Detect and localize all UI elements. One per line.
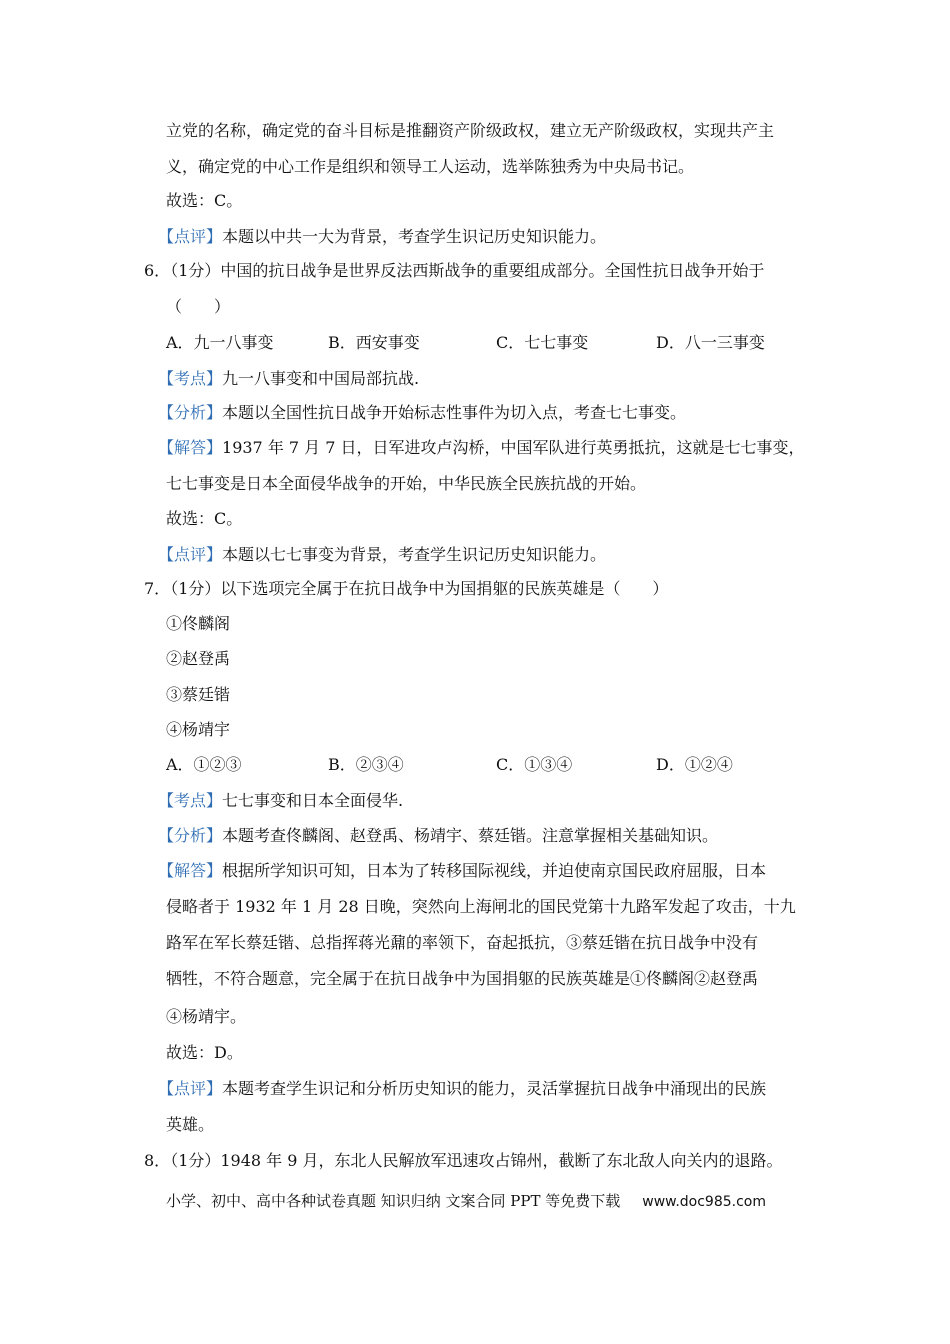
prev-comment bbox=[158, 226, 606, 248]
prev-answer-choice: 故选：C。 bbox=[166, 191, 243, 210]
question-6-solution-line-2: 七七事变是日本全面侵华战争的开始，中华民族全民族抗战的开始。 bbox=[166, 474, 647, 493]
point-text: 七七事变和日本全面侵华. bbox=[222, 791, 404, 810]
question-7-option-d: D．①②④ bbox=[656, 755, 733, 774]
question-7-comment bbox=[158, 1078, 766, 1100]
question-7-stem bbox=[144, 578, 668, 600]
question-7-solution bbox=[158, 860, 766, 882]
solution-text: 1937 年 7 月 7 日，日军进攻卢沟桥，中国军队进行英勇抵抗，这就是七七事变， bbox=[222, 438, 805, 457]
question-6-option-a: A．九一八事变 bbox=[166, 333, 274, 352]
question-8-text: （1分）1948 年 9 月，东北人民解放军迅速攻占锦州，截断了东北敌人向关内的退路。 bbox=[170, 1151, 783, 1170]
comment-text: 本题以七七事变为背景，考查学生识记历史知识能力。 bbox=[222, 545, 607, 564]
question-7-item-3: ③蔡廷锴 bbox=[166, 685, 231, 704]
question-7-solution-line-3: 路军在军长蔡廷锴、总指挥蒋光鼐的率领下，奋起抵抗，③蔡廷锴在抗日战争中没有 bbox=[166, 933, 759, 952]
question-7-comment-line-2: 英雄。 bbox=[166, 1115, 215, 1134]
question-7-text: （1分）以下选项完全属于在抗日战争中为国捐躯的民族英雄是（ ） bbox=[170, 579, 669, 598]
question-6-point bbox=[158, 368, 419, 390]
solution-text: 根据所学知识可知，日本为了转移国际视线，并迫使南京国民政府屈服，日本 bbox=[222, 861, 767, 880]
comment-tag: 【点评】 bbox=[158, 1079, 223, 1098]
comment-text: 本题以中共一大为背景，考查学生识记历史知识能力。 bbox=[222, 227, 607, 246]
question-6-answer: 故选：C。 bbox=[166, 509, 243, 528]
analysis-text: 本题考查佟麟阁、赵登禹、杨靖宇、蔡廷锴。注意掌握相关基础知识。 bbox=[222, 826, 719, 845]
question-7-item-4: ④杨靖宇 bbox=[166, 720, 231, 739]
footer-text: 小学、初中、高中各种试卷真题 知识归纳 文案合同 PPT 等免费下载 bbox=[166, 1192, 621, 1210]
question-6-option-c: C．七七事变 bbox=[496, 333, 589, 352]
question-7-option-b: B．②③④ bbox=[328, 755, 404, 774]
question-7-item-1: ①佟麟阁 bbox=[166, 614, 231, 633]
comment-text: 本题考查学生识记和分析历史知识的能力，灵活掌握抗日战争中涌现出的民族 bbox=[222, 1079, 767, 1098]
question-6-text: （1分）中国的抗日战争是世界反法西斯战争的重要组成部分。全国性抗日战争开始于 bbox=[170, 261, 765, 280]
question-7-solution-line-2: 侵略者于 1932 年 1 月 28 日晚，突然向上海闸北的国民党第十九路军发起了攻击，十九 bbox=[166, 897, 796, 916]
point-text: 九一八事变和中国局部抗战. bbox=[222, 369, 420, 388]
question-7-point bbox=[158, 790, 403, 812]
solution-tag: 【解答】 bbox=[158, 438, 223, 457]
footer-url[interactable]: www.doc985.com bbox=[642, 1194, 767, 1210]
question-6-solution bbox=[158, 437, 805, 459]
question-7-answer: 故选：D。 bbox=[166, 1043, 243, 1062]
prev-answer-line-2: 义，确定党的中心工作是组织和领导工人运动，选举陈独秀为中央局书记。 bbox=[166, 157, 695, 176]
point-tag: 【考点】 bbox=[158, 369, 223, 388]
analysis-text: 本题以全国性抗日战争开始标志性事件为切入点，考查七七事变。 bbox=[222, 403, 687, 422]
prev-answer-line-1: 立党的名称，确定党的奋斗目标是推翻资产阶级政权，建立无产阶级政权，实现共产主 bbox=[166, 121, 775, 140]
solution-tag: 【解答】 bbox=[158, 861, 223, 880]
question-6-option-b: B．西安事变 bbox=[328, 333, 420, 352]
question-7-item-2: ②赵登禹 bbox=[166, 649, 231, 668]
question-7-solution-line-4: 牺牲，不符合题意，完全属于在抗日战争中为国捐躯的民族英雄是①佟麟阁②赵登禹 bbox=[166, 969, 759, 988]
question-7-option-a: A．①②③ bbox=[166, 755, 242, 774]
question-6-comment bbox=[158, 544, 606, 566]
comment-tag: 【点评】 bbox=[158, 227, 223, 246]
question-7-analysis bbox=[158, 825, 718, 847]
question-7-solution-line-5: ④杨靖宇。 bbox=[166, 1007, 247, 1026]
question-7-number: 7． bbox=[144, 579, 171, 598]
page-footer bbox=[166, 1190, 766, 1213]
analysis-tag: 【分析】 bbox=[158, 403, 223, 422]
comment-tag: 【点评】 bbox=[158, 545, 223, 564]
question-6-option-d: D．八一三事变 bbox=[656, 333, 765, 352]
question-6-stem bbox=[144, 260, 764, 282]
question-6-paren: （ ） bbox=[166, 297, 231, 316]
question-8-stem bbox=[144, 1150, 783, 1172]
question-6-analysis bbox=[158, 402, 686, 424]
point-tag: 【考点】 bbox=[158, 791, 223, 810]
question-8-number: 8． bbox=[144, 1151, 171, 1170]
question-7-option-c: C．①③④ bbox=[496, 755, 573, 774]
question-6-number: 6． bbox=[144, 261, 171, 280]
analysis-tag: 【分析】 bbox=[158, 826, 223, 845]
